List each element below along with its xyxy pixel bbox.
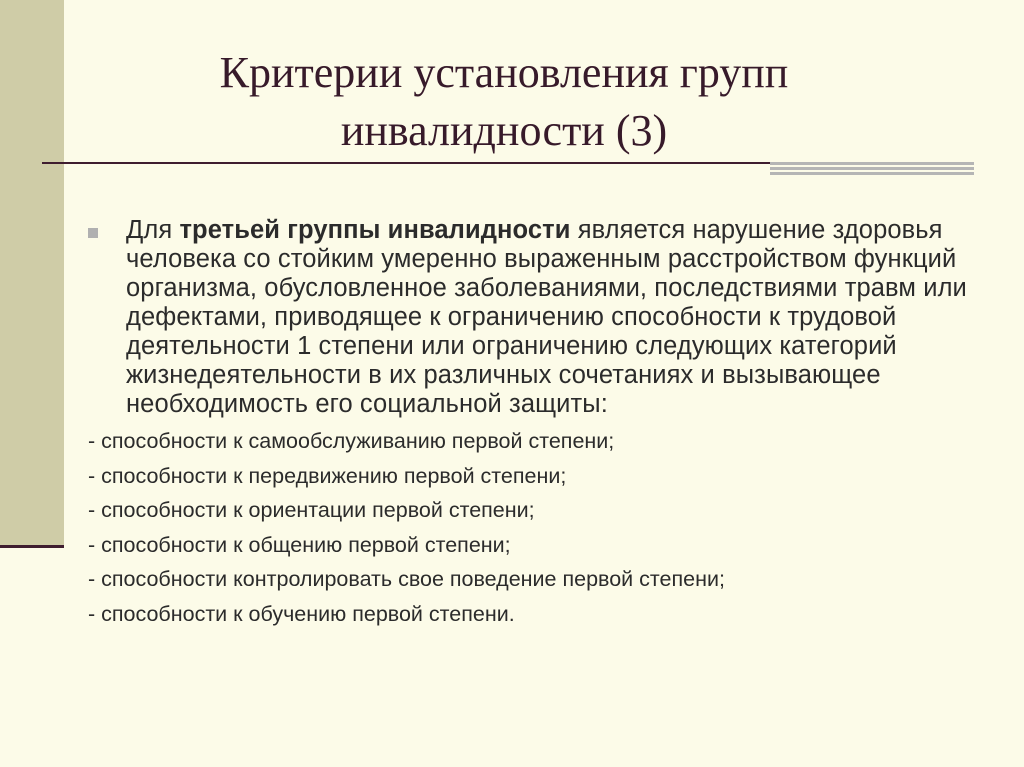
- list-item: - способности контролировать свое поведение первой степени;: [88, 567, 725, 591]
- accent-bar: [770, 162, 974, 165]
- square-bullet-icon: [88, 228, 98, 238]
- accent-bar: [770, 172, 974, 175]
- left-band-rule: [0, 545, 64, 548]
- list-item: - способности к обучению первой степени.: [88, 601, 515, 626]
- slide-title-line-2: инвалидности (3): [340, 106, 668, 155]
- bullet-emphasis: третьей группы инвалидности: [179, 216, 571, 244]
- list-item: - способности к передвижению первой степени;: [88, 463, 567, 488]
- left-decorative-band: [0, 0, 64, 546]
- slide-title-line-1: Критерии установления групп: [219, 48, 789, 97]
- list-item: - способности к общению первой степени;: [88, 532, 511, 557]
- accent-bar: [770, 167, 974, 170]
- list-item: - способности к самообслуживанию первой степени;: [88, 429, 615, 453]
- bullet-intro: Для: [126, 216, 180, 244]
- slide-title: [64, 44, 944, 160]
- slide-content: [88, 216, 998, 631]
- list-item: - способности к ориентации первой степени;: [88, 498, 535, 522]
- bullet-text: является нарушение здоровья человека со стойким умеренно выраженным расстройством функций организма, обусловленное заболеваниями, последствиями травм или дефектами, приводящее к ограничению способности к трудовой деятельности 1 степени или ограничению следующих категорий жизнедеятельности в их различных сочетаниях и вызывающее необходимость его социальной защиты:: [126, 216, 967, 418]
- title-accent-bars: [770, 162, 974, 176]
- criteria-list: [88, 424, 998, 631]
- main-bullet: [88, 216, 998, 419]
